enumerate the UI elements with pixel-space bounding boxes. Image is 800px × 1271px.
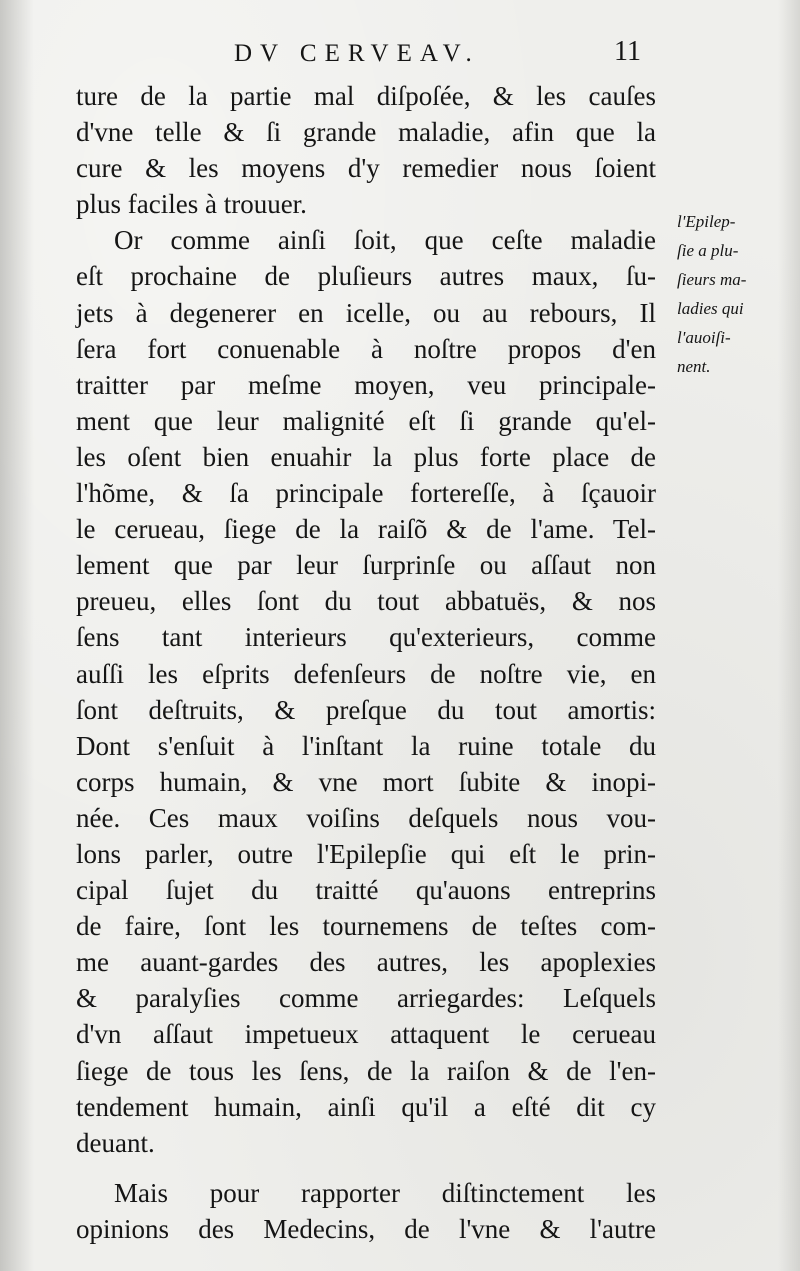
text-line: cure & les moyens d'y remedier nous ſoient bbox=[76, 153, 656, 184]
text-line: ſera fort conuenable à noſtre propos d'en bbox=[76, 333, 656, 364]
text-line: tendement humain, ainſi qu'il a eſté dit cy bbox=[76, 1091, 656, 1122]
text-line: jets à degenerer en icelle, ou au rebours, Il bbox=[76, 297, 656, 328]
text-line: née. Ces maux voiſins deſquels nous vou- bbox=[76, 802, 656, 833]
text-line: plus faciles à trouuer. bbox=[76, 189, 307, 220]
text-line: auſſi les eſprits defenſeurs de noſtre vie, en bbox=[76, 658, 656, 689]
text-line: cipal ſujet du traitté qu'auons entreprins bbox=[76, 875, 656, 906]
text-line: traitter par meſme moyen, veu principale- bbox=[76, 369, 656, 400]
marginal-note-line: ſie a plu- bbox=[677, 241, 739, 260]
main-text-block bbox=[76, 78, 656, 1247]
text-line: ture de la partie mal diſpoſée, & les cauſes bbox=[76, 81, 656, 111]
page-number: 11 bbox=[614, 36, 641, 67]
text-line: deuant. bbox=[76, 1127, 155, 1158]
paragraph-start-line: Mais pour rapporter diſtinctement les bbox=[114, 1177, 656, 1208]
page-edge-shadow bbox=[778, 0, 800, 1271]
text-line: opinions des Medecins, de l'vne & l'autre bbox=[76, 1213, 656, 1244]
paragraph-start-line: Or comme ainſi ſoit, que ceſte maladie bbox=[114, 225, 656, 256]
marginal-note-line: ſieurs ma- bbox=[677, 270, 747, 289]
marginal-note bbox=[677, 207, 787, 381]
running-head: DV CERVEAV. bbox=[234, 40, 480, 67]
text-line: preueu, elles ſont du tout abbatuës, & nos bbox=[76, 586, 656, 617]
text-line: lons parler, outre l'Epilepſie qui eſt le prin- bbox=[76, 838, 656, 869]
marginal-note-line: ladies qui bbox=[677, 299, 744, 318]
text-line: ſiege de tous les ſens, de la raiſon & de l'en- bbox=[76, 1055, 656, 1086]
text-line: lement que par leur ſurprinſe ou aſſaut non bbox=[76, 550, 656, 581]
gutter-shadow bbox=[0, 0, 34, 1271]
text-line: ment que leur malignité eſt ſi grande qu'el- bbox=[76, 405, 656, 436]
text-line: les oſent bien enuahir la plus forte place de bbox=[76, 441, 656, 472]
text-line: & paralyſies comme arriegardes: Leſquels bbox=[76, 983, 656, 1014]
text-line: ſont deſtruits, & preſque du tout amortis: bbox=[76, 694, 656, 725]
text-line: d'vn aſſaut impetueux attaquent le cerueau bbox=[76, 1019, 656, 1050]
marginal-note-line: l'auoiſi- bbox=[677, 328, 731, 347]
text-line: le cerueau, ſiege de la raiſõ & de l'ame. Tel- bbox=[76, 514, 656, 545]
text-line: d'vne telle & ſi grande maladie, afin que la bbox=[76, 117, 656, 148]
text-line: eſt prochaine de pluſieurs autres maux, ſu- bbox=[76, 261, 656, 292]
text-line: ſens tant interieurs qu'exterieurs, comme bbox=[76, 622, 656, 653]
marginal-note-line: l'Epilep- bbox=[677, 212, 736, 231]
text-line: me auant-gardes des autres, les apoplexies bbox=[76, 947, 656, 978]
text-line: Dont s'enſuit à l'inſtant la ruine totale du bbox=[76, 730, 656, 761]
text-line: l'hõme, & ſa principale fortereſſe, à ſçauoir bbox=[76, 478, 656, 509]
marginal-note-line: nent. bbox=[677, 357, 711, 376]
text-line: de faire, ſont les tournemens de teſtes com- bbox=[76, 911, 656, 942]
text-line: corps humain, & vne mort ſubite & inopi- bbox=[76, 766, 656, 797]
paragraph-gap bbox=[76, 1161, 656, 1175]
